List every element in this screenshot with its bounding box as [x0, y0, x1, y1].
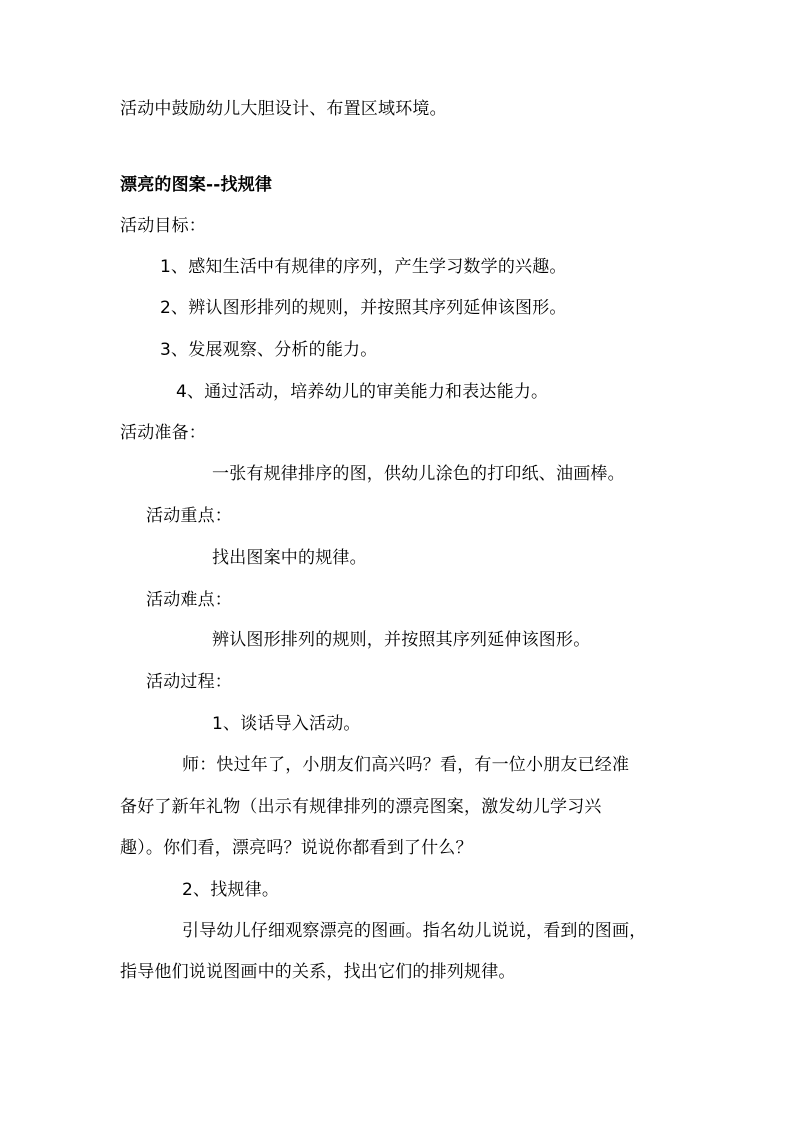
preparation-text: 一张有规律排序的图，供幼儿涂色的打印纸、油画棒。	[212, 464, 625, 484]
section-heading-goals: 活动目标：	[120, 216, 206, 236]
process-step-2: 2、找规律。	[182, 880, 280, 900]
difficulty-text: 辨认图形排列的规则，并按照其序列延伸该图形。	[212, 630, 591, 650]
section-heading-process: 活动过程：	[146, 672, 232, 692]
process-paragraph-line-3: 趣）。你们看，漂亮吗？说说你都看到了什么？	[120, 838, 473, 858]
section-heading-key-point: 活动重点：	[146, 506, 232, 526]
process-step-1: 1、谈话导入活动。	[212, 714, 361, 734]
section-heading-difficulty: 活动难点：	[146, 590, 232, 610]
lesson-title: 漂亮的图案--找规律	[120, 175, 273, 195]
section-heading-preparation: 活动准备：	[120, 423, 206, 443]
paragraph-intro-end: 活动中鼓励幼儿大胆设计、布置区域环境。	[120, 99, 447, 119]
goal-item-2: 2、辨认图形排列的规则，并按照其序列延伸该图形。	[160, 298, 567, 318]
goal-item-4: 4、通过活动，培养幼儿的审美能力和表达能力。	[176, 382, 549, 402]
goal-item-3: 3、发展观察、分析的能力。	[160, 340, 378, 360]
key-point-text: 找出图案中的规律。	[212, 548, 367, 568]
process-paragraph-line-1: 师：快过年了，小朋友们高兴吗？看，有一位小朋友已经准	[182, 755, 630, 775]
observation-paragraph-line-1: 引导幼儿仔细观察漂亮的图画。指名幼儿说说，看到的图画，	[182, 921, 647, 941]
goal-item-1: 1、感知生活中有规律的序列，产生学习数学的兴趣。	[160, 257, 567, 277]
process-paragraph-line-2: 备好了新年礼物（出示有规律排列的漂亮图案，激发幼儿学习兴	[120, 797, 602, 817]
observation-paragraph-line-2: 指导他们说说图画中的关系，找出它们的排列规律。	[120, 962, 516, 982]
